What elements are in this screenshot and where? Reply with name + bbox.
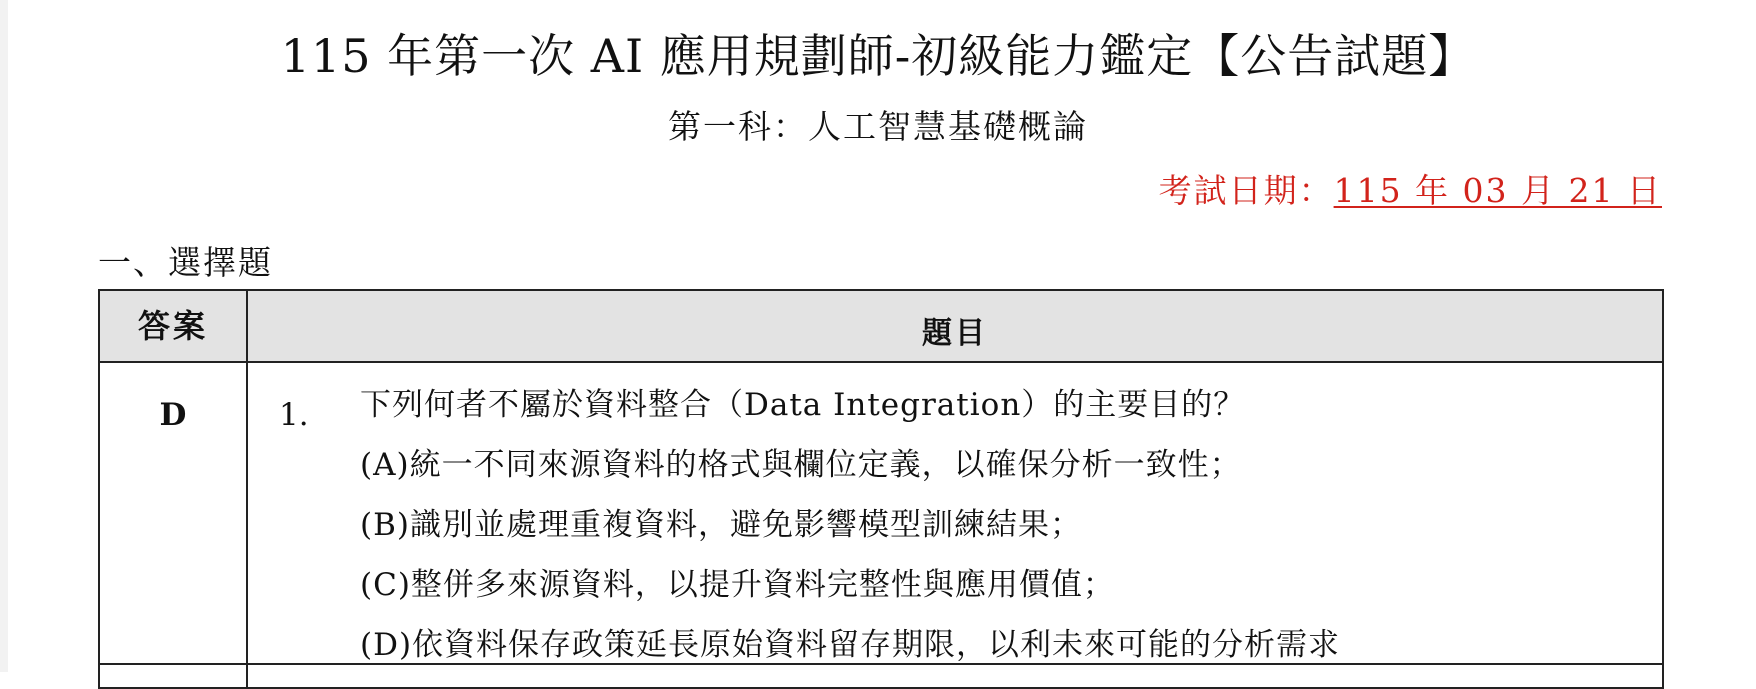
document-title: 115 年第一次 AI 應用規劃師-初級能力鑑定【公告試題】 <box>280 29 1476 83</box>
exam-date <box>1159 168 1662 214</box>
header-question: 題目 <box>922 316 988 351</box>
option-c: (C)整併多來源資料，以提升資料完整性與應用價值； <box>360 567 1115 603</box>
exam-date-value: 115 年 03 月 21 日 <box>1333 171 1662 210</box>
section-heading: 一、選擇題 <box>98 243 273 282</box>
row-divider <box>100 663 1662 665</box>
option-d: (D)依資料保存政策延長原始資料留存期限，以利未來可能的分析需求 <box>360 627 1341 663</box>
document-subtitle: 第一科：人工智慧基礎概論 <box>668 107 1088 146</box>
header-answer: 答案 <box>137 307 208 345</box>
option-b: (B)識別並處理重複資料，避免影響模型訓練結果； <box>360 507 1082 543</box>
answer-cell: D <box>159 397 187 433</box>
question-stem: 下列何者不屬於資料整合（Data Integration）的主要目的？ <box>360 387 1246 423</box>
question-table <box>98 289 1664 689</box>
question-body <box>360 375 1650 675</box>
table-header-row <box>100 291 1662 363</box>
question-number: 1. <box>279 397 309 433</box>
option-a: (A)統一不同來源資料的格式與欄位定義，以確保分析一致性； <box>360 447 1242 483</box>
exam-date-label: 考試日期： <box>1158 171 1334 210</box>
column-divider <box>246 291 248 687</box>
page-margin-shade <box>0 0 8 672</box>
